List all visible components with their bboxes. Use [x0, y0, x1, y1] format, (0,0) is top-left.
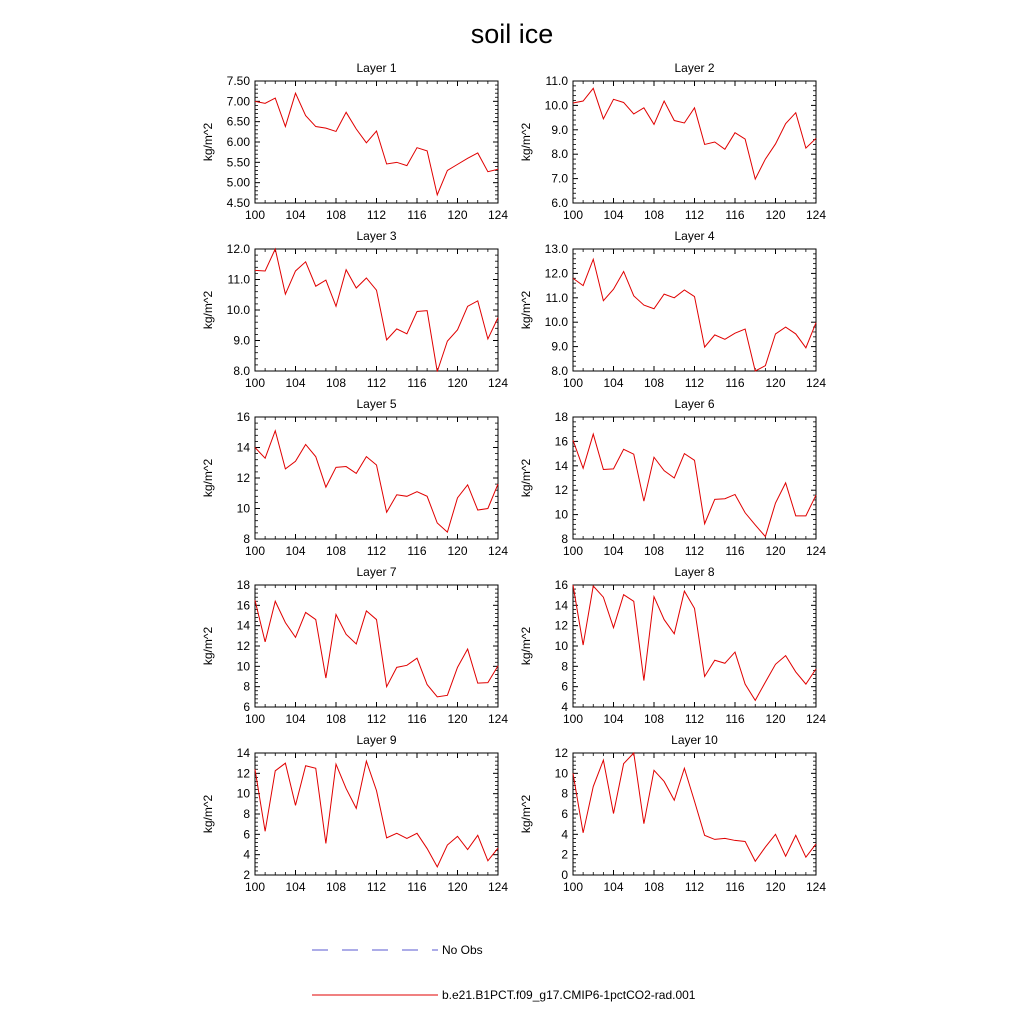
panel-title: Layer 10: [671, 733, 718, 747]
y-tick-label: 10: [236, 501, 250, 516]
y-tick-label: 6: [561, 679, 568, 694]
x-tick-label: 100: [244, 208, 266, 222]
y-tick-label: 10: [236, 786, 250, 801]
x-tick-label: 124: [805, 376, 827, 390]
y-tick-label: 14: [236, 618, 250, 633]
x-tick-label: 124: [805, 880, 827, 894]
x-tick-label: 120: [447, 712, 468, 726]
y-tick-label: 6: [243, 827, 250, 842]
x-tick-label: 100: [562, 712, 584, 726]
y-axis-label: kg/m^2: [201, 794, 215, 834]
plot-frame: [573, 417, 816, 539]
y-tick-label: 11.0: [227, 272, 250, 287]
y-tick-label: 4.50: [226, 196, 250, 210]
x-tick-label: 104: [603, 880, 624, 894]
y-tick-label: 8: [561, 786, 568, 801]
series-line: [255, 761, 498, 867]
x-tick-label: 108: [643, 712, 665, 726]
y-tick-label: 4: [561, 827, 568, 842]
x-tick-label: 116: [407, 880, 427, 894]
y-tick-label: 9.0: [551, 122, 568, 137]
panel-layer-8: [519, 565, 826, 726]
x-tick-label: 104: [285, 712, 306, 726]
series-line: [255, 249, 498, 372]
y-tick-label: 14: [554, 458, 568, 473]
x-tick-label: 104: [285, 208, 306, 222]
y-tick-label: 12.0: [544, 266, 568, 281]
panel-title: Layer 7: [356, 565, 397, 579]
x-tick-label: 124: [805, 208, 827, 222]
x-tick-label: 108: [325, 880, 347, 894]
y-tick-label: 16: [554, 578, 568, 592]
series-line: [573, 434, 816, 536]
x-tick-label: 120: [765, 208, 786, 222]
x-tick-label: 116: [725, 544, 745, 558]
plot-frame: [255, 753, 498, 875]
plot-frame: [255, 249, 498, 371]
y-axis-label: kg/m^2: [201, 458, 215, 498]
x-tick-label: 108: [325, 712, 347, 726]
y-axis-label: kg/m^2: [519, 794, 533, 834]
y-tick-label: 7.00: [226, 94, 250, 109]
panel-layer-9: [201, 733, 508, 894]
x-tick-label: 112: [366, 880, 387, 894]
x-tick-label: 124: [487, 712, 509, 726]
y-tick-label: 8: [561, 532, 568, 546]
plot-frame: [573, 249, 816, 371]
series-line: [573, 585, 816, 700]
x-tick-label: 116: [407, 712, 427, 726]
panel-layer-2: [519, 61, 826, 222]
y-tick-label: 14: [554, 598, 568, 613]
y-tick-label: 5.00: [226, 175, 250, 190]
panel-layer-3: [201, 229, 508, 390]
y-tick-label: 10: [554, 766, 568, 781]
x-tick-label: 116: [725, 880, 745, 894]
y-tick-label: 18: [236, 578, 250, 592]
y-tick-label: 10: [236, 659, 250, 674]
y-tick-label: 13.0: [544, 242, 568, 256]
panel-title: Layer 2: [674, 61, 715, 75]
panel-title: Layer 9: [356, 733, 397, 747]
panel-layer-5: [201, 397, 508, 558]
y-tick-label: 11.0: [545, 290, 568, 305]
x-tick-label: 120: [447, 208, 468, 222]
x-tick-label: 116: [407, 208, 427, 222]
x-tick-label: 116: [725, 712, 745, 726]
y-axis-label: kg/m^2: [201, 290, 215, 330]
panel-layer-1: [201, 61, 508, 222]
y-tick-label: 4: [243, 847, 250, 862]
y-tick-label: 8: [561, 659, 568, 674]
x-tick-label: 116: [725, 208, 745, 222]
panel-layer-4: [519, 229, 826, 390]
panel-title: Layer 8: [674, 565, 715, 579]
y-tick-label: 12: [554, 618, 568, 633]
x-tick-label: 104: [285, 880, 306, 894]
y-tick-label: 12: [554, 483, 568, 498]
x-tick-label: 120: [447, 880, 468, 894]
y-tick-label: 10: [554, 639, 568, 653]
legend-label-no-obs: No Obs: [442, 943, 483, 957]
x-tick-label: 108: [325, 208, 347, 222]
y-tick-label: 8.0: [551, 364, 568, 378]
y-tick-label: 10.0: [544, 315, 568, 330]
y-tick-label: 10: [554, 507, 568, 522]
x-tick-label: 100: [562, 544, 584, 558]
plot-frame: [573, 585, 816, 707]
panel-layer-6: [519, 397, 826, 558]
x-tick-label: 124: [487, 208, 509, 222]
x-tick-label: 104: [603, 208, 624, 222]
y-tick-label: 12: [236, 766, 250, 781]
x-tick-label: 116: [725, 376, 745, 390]
x-tick-label: 100: [244, 880, 266, 894]
x-tick-label: 120: [765, 544, 786, 558]
x-tick-label: 124: [805, 544, 827, 558]
x-tick-label: 108: [643, 544, 665, 558]
y-tick-label: 16: [236, 410, 250, 424]
x-tick-label: 104: [603, 544, 624, 558]
y-tick-label: 2: [561, 847, 568, 862]
y-tick-label: 16: [554, 434, 568, 449]
x-tick-label: 116: [407, 544, 427, 558]
x-tick-label: 124: [487, 880, 509, 894]
y-tick-label: 2: [243, 868, 250, 882]
panel-title: Layer 6: [674, 397, 715, 411]
panel-title: Layer 4: [674, 229, 715, 243]
y-tick-label: 12: [554, 746, 568, 760]
y-tick-label: 8.0: [551, 147, 568, 162]
x-tick-label: 120: [765, 376, 786, 390]
y-axis-label: kg/m^2: [519, 626, 533, 666]
panel-grid: [201, 61, 826, 894]
panel-title: Layer 1: [356, 61, 397, 75]
y-tick-label: 6: [243, 700, 250, 714]
panel-layer-7: [201, 565, 508, 726]
y-tick-label: 9.0: [233, 333, 250, 348]
plot-frame: [255, 585, 498, 707]
y-tick-label: 6.0: [551, 196, 568, 210]
x-tick-label: 104: [603, 712, 624, 726]
legend-label-model: b.e21.B1PCT.f09_g17.CMIP6-1pctCO2-rad.001: [442, 988, 696, 1002]
y-tick-label: 14: [236, 746, 250, 760]
x-tick-label: 124: [487, 544, 509, 558]
series-line: [573, 753, 816, 861]
y-axis-label: kg/m^2: [201, 626, 215, 666]
x-tick-label: 124: [805, 712, 827, 726]
series-line: [573, 88, 816, 179]
x-tick-label: 112: [684, 376, 705, 390]
x-tick-label: 104: [285, 544, 306, 558]
series-line: [255, 600, 498, 697]
x-tick-label: 108: [643, 376, 665, 390]
legend: [312, 943, 696, 1002]
y-tick-label: 11.0: [545, 74, 568, 88]
x-tick-label: 112: [684, 712, 705, 726]
y-tick-label: 0: [561, 868, 568, 882]
x-tick-label: 100: [562, 376, 584, 390]
plot-frame: [255, 81, 498, 203]
x-tick-label: 120: [765, 712, 786, 726]
x-tick-label: 112: [366, 376, 387, 390]
x-tick-label: 120: [447, 376, 468, 390]
y-tick-label: 18: [554, 410, 568, 424]
x-tick-label: 112: [366, 712, 387, 726]
x-tick-label: 108: [643, 208, 665, 222]
x-tick-label: 112: [366, 208, 387, 222]
x-tick-label: 112: [684, 880, 705, 894]
x-tick-label: 120: [447, 544, 468, 558]
y-axis-label: kg/m^2: [519, 458, 533, 498]
y-tick-label: 5.50: [226, 155, 250, 170]
y-tick-label: 9.0: [551, 339, 568, 354]
plot-frame: [573, 753, 816, 875]
x-tick-label: 108: [325, 376, 347, 390]
y-tick-label: 10.0: [544, 98, 568, 113]
x-tick-label: 108: [643, 880, 665, 894]
x-tick-label: 100: [244, 544, 266, 558]
x-tick-label: 108: [325, 544, 347, 558]
y-axis-label: kg/m^2: [519, 290, 533, 330]
y-tick-label: 12: [236, 471, 250, 485]
y-tick-label: 4: [561, 700, 568, 714]
y-tick-label: 6: [561, 807, 568, 821]
y-axis-label: kg/m^2: [201, 122, 215, 162]
x-tick-label: 116: [407, 376, 427, 390]
y-tick-label: 12: [236, 639, 250, 653]
x-tick-label: 104: [285, 376, 306, 390]
y-axis-label: kg/m^2: [519, 122, 533, 162]
x-tick-label: 104: [603, 376, 624, 390]
y-tick-label: 6.00: [226, 135, 250, 149]
panel-layer-10: [519, 733, 826, 894]
x-tick-label: 120: [765, 880, 786, 894]
y-tick-label: 7.0: [551, 171, 568, 186]
y-tick-label: 10.0: [226, 303, 250, 317]
x-tick-label: 124: [487, 376, 509, 390]
y-tick-label: 16: [236, 598, 250, 613]
series-line: [573, 259, 816, 371]
y-tick-label: 7.50: [226, 74, 250, 88]
x-tick-label: 100: [244, 712, 266, 726]
y-tick-label: 12.0: [226, 242, 250, 256]
x-tick-label: 112: [366, 544, 387, 558]
y-tick-label: 8: [243, 807, 250, 821]
y-tick-label: 8: [243, 679, 250, 694]
x-tick-label: 112: [684, 544, 705, 558]
y-tick-label: 8: [243, 532, 250, 546]
figure-title: soil ice: [470, 19, 554, 49]
x-tick-label: 100: [244, 376, 266, 390]
x-tick-label: 100: [562, 880, 584, 894]
panel-title: Layer 5: [356, 397, 397, 411]
y-tick-label: 6.50: [226, 114, 250, 129]
panel-title: Layer 3: [356, 229, 397, 243]
series-line: [255, 431, 498, 532]
series-line: [255, 93, 498, 195]
x-tick-label: 100: [562, 208, 584, 222]
y-tick-label: 8.0: [233, 364, 250, 378]
x-tick-label: 112: [684, 208, 705, 222]
plot-frame: [255, 417, 498, 539]
y-tick-label: 14: [236, 440, 250, 455]
plot-frame: [573, 81, 816, 203]
